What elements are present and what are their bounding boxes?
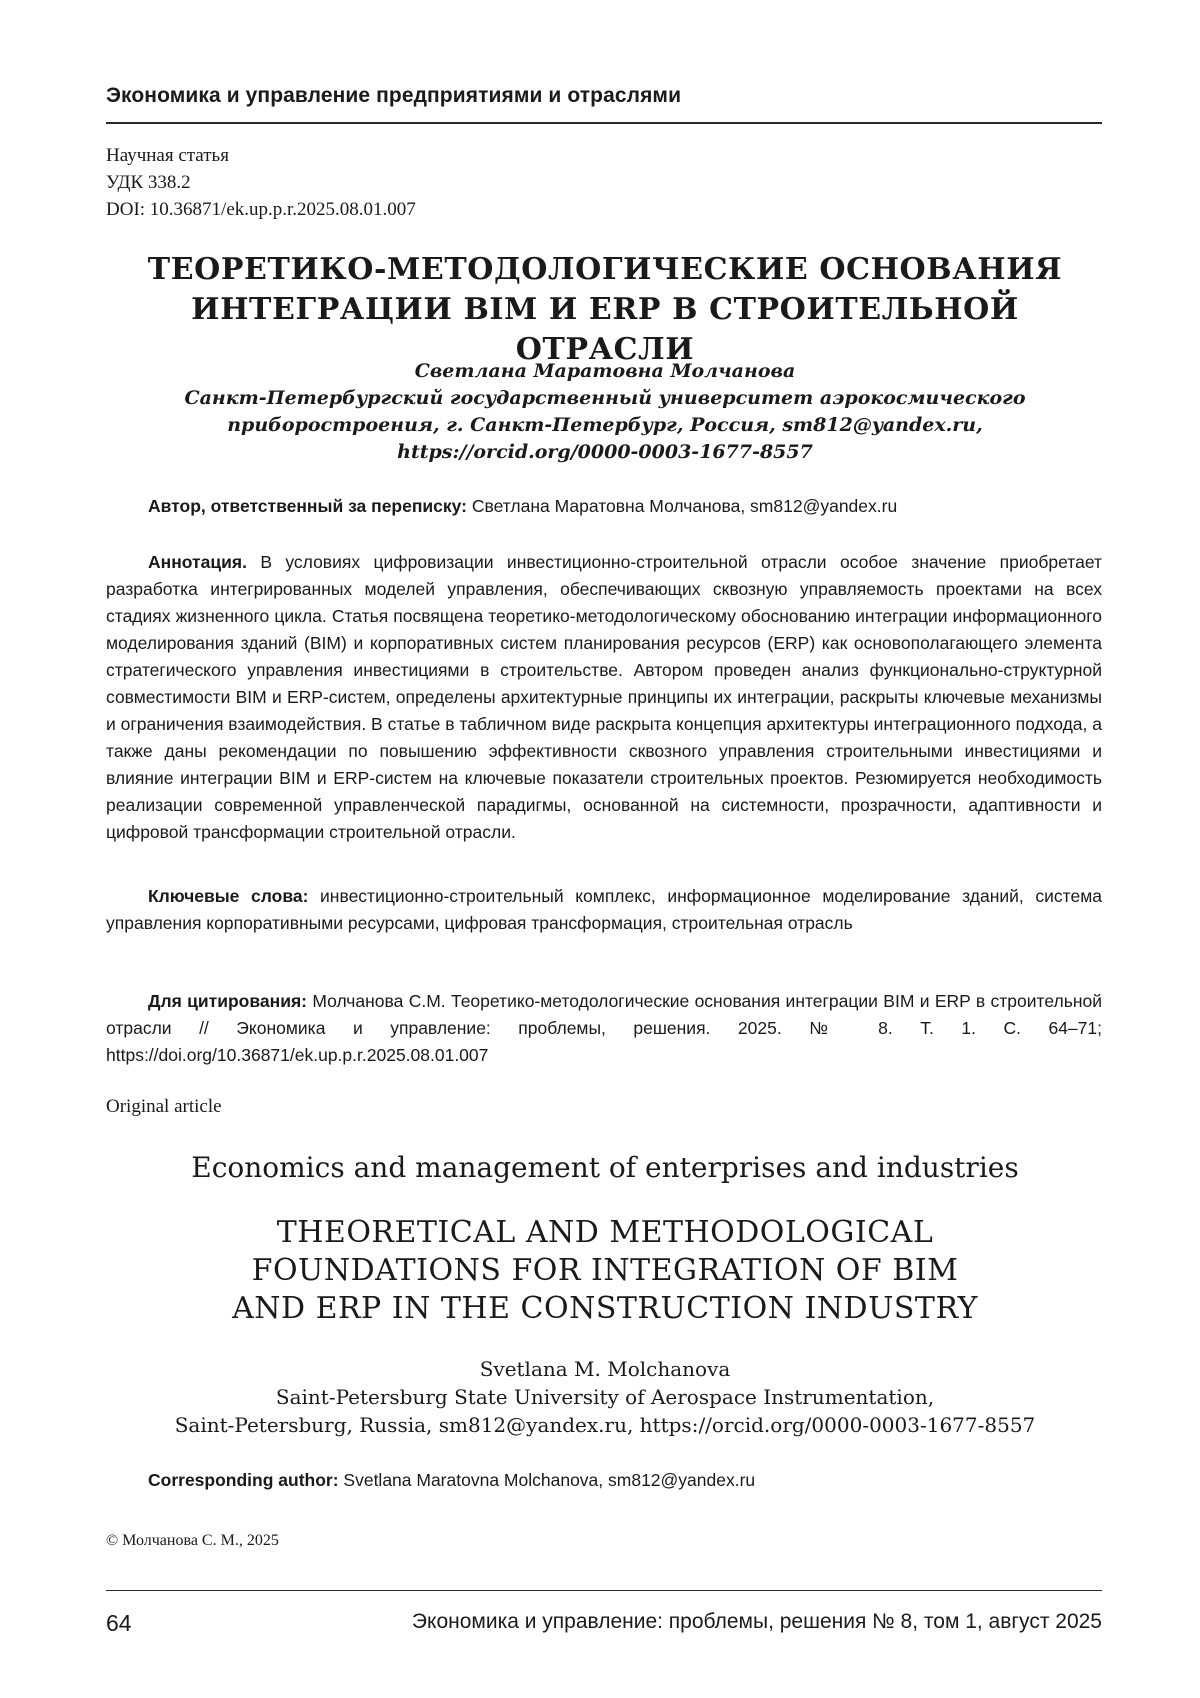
article-title-en [100,1214,1110,1328]
corr-label-en: Corresponding author: [148,1470,339,1490]
author-name-ru: Светлана Маратовна Молчанова [100,358,1110,385]
article-page [0,0,1200,1698]
title-en-line: FOUNDATIONS FOR INTEGRATION OF BIM [100,1252,1110,1290]
header-rule [106,122,1102,124]
udk: УДК 338.2 [106,169,416,196]
affiliation-en-line: Saint-Petersburg State University of Aerospace Instrumentation, [90,1383,1120,1411]
article-meta [106,142,416,223]
citation-ru [106,988,1102,1069]
corresponding-author-ru [148,496,897,517]
article-title-ru [100,250,1110,370]
doi: DOI: 10.36871/ek.up.p.r.2025.08.01.007 [106,196,416,223]
abstract-label: Аннотация. [148,552,247,572]
corresponding-author-en [148,1470,755,1491]
affiliation-en-line: Saint-Petersburg, Russia, sm812@yandex.ru, https://orcid.org/0000-0003-1677-8557 [90,1411,1120,1439]
corr-label-ru: Автор, ответственный за переписку: [148,496,467,516]
title-en-line: THEORETICAL AND METHODOLOGICAL [100,1214,1110,1252]
page-number: 64 [106,1610,132,1637]
cite-text: Молчанова С.М. Теоретико-методологические основания интеграции BIM и ERP в строительной отрасли // Экономика и управление: проблемы, решения. 2025. № 8. Т. 1. С. 64–71; https://doi.org/10.36871/ek.up.p.r.2025.08.01.007 [106,991,1102,1065]
article-type: Научная статья [106,142,416,169]
title-en-line: AND ERP IN THE CONSTRUCTION INDUSTRY [100,1290,1110,1328]
cite-label: Для цитирования: [148,991,307,1011]
article-type-en: Original article [106,1096,222,1118]
corr-value-en: Svetlana Maratovna Molchanova, sm812@yandex.ru [339,1470,756,1490]
footer-rule [106,1590,1102,1591]
keywords-text: инвестиционно-строительный комплекс, информационное моделирование зданий, система управления корпоративными ресурсами, цифровая трансформация, строительная отрасль [106,886,1102,933]
affiliation-ru-line: Санкт-Петербургский государственный университет аэрокосмического [100,385,1110,412]
running-title: Экономика и управление предприятиями и отраслями [106,84,681,108]
title-ru-line: ТЕОРЕТИКО-МЕТОДОЛОГИЧЕСКИЕ ОСНОВАНИЯ [100,250,1110,290]
corr-value-ru: Светлана Маратовна Молчанова, sm812@yandex.ru [467,496,897,516]
affiliation-ru-line: приборостроения, г. Санкт-Петербург, Россия, sm812@yandex.ru, [100,412,1110,439]
abstract-ru [106,549,1102,846]
keywords-label: Ключевые слова: [148,886,308,906]
author-block-en [90,1355,1120,1439]
footer-journal: Экономика и управление: проблемы, решения № 8, том 1, август 2025 [412,1610,1102,1634]
section-title-en: Economics and management of enterprises and industries [100,1150,1110,1186]
keywords-ru [106,883,1102,937]
copyright: © Молчанова С. М., 2025 [106,1532,279,1550]
abstract-text: В условиях цифровизации инвестиционно-строительной отрасли особое значение приобретает разработка интегрированных моделей управления, обеспечивающих сквозную управляемость проектами на всех стадиях жизненного цикла. Статья посвящена теоретико-методологическому обоснованию интеграции информационного моделирования зданий (BIM) и корпоративных систем планирования ресурсов (ERP) как основополагающего элемента стратегического управления инвестициями в строительстве. Автором проведен анализ функционально-структурной совместимости BIM и ERP-систем, определены архитектурные принципы их интеграции, раскрыты ключевые механизмы и ограничения взаимодействия. В статье в табличном виде раскрыта концепция архитектуры интеграционного подхода, а также даны рекомендации по повышению эффективности сквозного управления строительными инвестициями и влияние интеграции BIM и ERP-систем на ключевые показатели строительных проектов. Резюмируется необходимость реализации современной управленческой парадигмы, основанной на системности, прозрачности, адаптивности и цифровой трансформации строительной отрасли. [106,552,1102,842]
author-name-en: Svetlana M. Molchanova [90,1355,1120,1383]
title-ru-line: ИНТЕГРАЦИИ BIM И ERP В СТРОИТЕЛЬНОЙ ОТРАСЛИ [100,290,1110,370]
author-block-ru [100,358,1110,466]
orcid-link-ru[interactable]: https://orcid.org/0000-0003-1677-8557 [100,439,1110,466]
